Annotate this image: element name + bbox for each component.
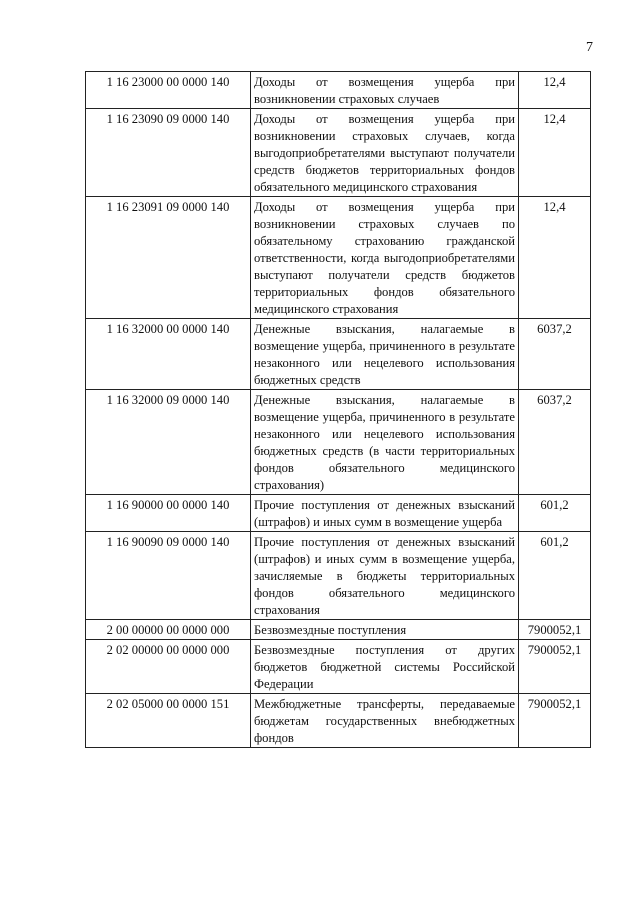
- budget-revenue-table: [85, 71, 591, 748]
- revenue-name: Денежные взыскания, налагаемые в возмещение ущерба, причиненного в результате незаконного или нецелевого использования бюджетных средств: [251, 319, 519, 390]
- budget-classification-code: 1 16 23091 09 0000 140: [86, 197, 251, 319]
- table-row: [86, 495, 591, 532]
- table-row: [86, 197, 591, 319]
- revenue-name: Денежные взыскания, налагаемые в возмещение ущерба, причиненного в результате незаконного или нецелевого использования бюджетных средств (в части территориальных фондов обязательного медицинского страхования): [251, 390, 519, 495]
- amount-value: 12,4: [519, 109, 591, 197]
- amount-value: 6037,2: [519, 319, 591, 390]
- revenue-name: Межбюджетные трансферты, передаваемые бюджетам государственных внебюджетных фондов: [251, 694, 519, 748]
- budget-classification-code: 1 16 23000 00 0000 140: [86, 72, 251, 109]
- table-row: [86, 620, 591, 640]
- budget-classification-code: 1 16 32000 09 0000 140: [86, 390, 251, 495]
- table-row: [86, 390, 591, 495]
- budget-classification-code: 2 02 05000 00 0000 151: [86, 694, 251, 748]
- amount-value: 601,2: [519, 495, 591, 532]
- amount-value: 7900052,1: [519, 694, 591, 748]
- amount-value: 7900052,1: [519, 640, 591, 694]
- amount-value: 7900052,1: [519, 620, 591, 640]
- revenue-name: Доходы от возмещения ущерба при возникновении страховых случаев по обязательному страхованию гражданской ответственности, когда выгодоприобретателями выступают получатели средств бюджетов территориальных фондов обязательного медицинского страхования: [251, 197, 519, 319]
- amount-value: 6037,2: [519, 390, 591, 495]
- revenue-name: Доходы от возмещения ущерба при возникновении страховых случаев, когда выгодоприобретателями выступают получатели средств бюджетов территориальных фондов обязательного медицинского страхования: [251, 109, 519, 197]
- table-row: [86, 72, 591, 109]
- revenue-name: Прочие поступления от денежных взысканий (штрафов) и иных сумм в возмещение ущерба: [251, 495, 519, 532]
- amount-value: 12,4: [519, 72, 591, 109]
- amount-value: 601,2: [519, 532, 591, 620]
- budget-classification-code: 1 16 32000 00 0000 140: [86, 319, 251, 390]
- table-row: [86, 532, 591, 620]
- budget-classification-code: 1 16 90000 00 0000 140: [86, 495, 251, 532]
- budget-classification-code: 2 02 00000 00 0000 000: [86, 640, 251, 694]
- revenue-name: Доходы от возмещения ущерба при возникновении страховых случаев: [251, 72, 519, 109]
- table-row: [86, 319, 591, 390]
- budget-classification-code: 2 00 00000 00 0000 000: [86, 620, 251, 640]
- budget-classification-code: 1 16 90090 09 0000 140: [86, 532, 251, 620]
- page-number: 7: [586, 40, 593, 55]
- table-row: [86, 109, 591, 197]
- revenue-name: Безвозмездные поступления от других бюджетов бюджетной системы Российской Федерации: [251, 640, 519, 694]
- table-row: [86, 640, 591, 694]
- table-row: [86, 694, 591, 748]
- revenue-name: Безвозмездные поступления: [251, 620, 519, 640]
- revenue-name: Прочие поступления от денежных взысканий (штрафов) и иных сумм в возмещение ущерба, зачисляемые в бюджеты территориальных фондов обязательного медицинского страхования: [251, 532, 519, 620]
- budget-classification-code: 1 16 23090 09 0000 140: [86, 109, 251, 197]
- amount-value: 12,4: [519, 197, 591, 319]
